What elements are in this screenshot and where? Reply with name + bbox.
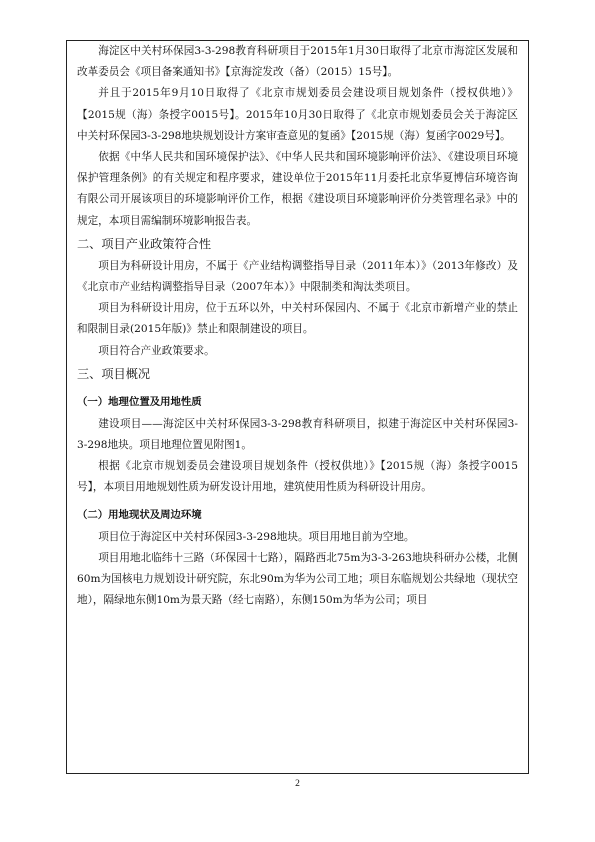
subsection-heading-surroundings: （二）用地现状及周边环境 bbox=[77, 508, 202, 521]
paragraph-surroundings-1: 项目位于海淀区中关村环保园3-3-298地块。项目用地目前为空地。 bbox=[98, 530, 415, 543]
paragraph-surroundings-2: 项目用地北临纬十三路（环保园十七路），隔路西北75m为3-3-263地块科研办公楼，北侧60m为国核电力规划设计研究院，东北90m为华为公司工地；项目东临规划公共绿地（现状空地），隔绿地东侧10m为景天路（经七南路），东侧150m为华为公司；项目 bbox=[77, 551, 518, 607]
paragraph-filing-notice: 海淀区中关村环保园3-3-298教育科研项目于2015年1月30日取得了北京市海淀区发展和改革委员会《项目备案通知书》【京海淀发改（备）（2015）15号】。 bbox=[77, 45, 518, 79]
paragraph-eia-basis: 依据《中华人民共和国环境保护法》、《中华人民共和国环境影响评价法》、《建设项目环境保护管理条例》的有关规定和程序要求，建设单位于2015年11月委托北京华夏博信环境咨询有限公司开展该项目的环境影响评价工作，根据《建设项目环境影响评价分类管理名录》中的规定，本项目需编制环境影响报告表。 bbox=[77, 151, 518, 227]
paragraph-policy-2: 项目为科研设计用房，位于五环以外，中关村环保园内、不属于《北京市新增产业的禁止和限制目录(2015年版)》禁止和限制建设的项目。 bbox=[77, 302, 518, 336]
paragraph-planning-conditions: 并且于2015年9月10日取得了《北京市规划委员会建设项目规划条件（授权供地）》【2015规（海）条授字0015号】。2015年10月30日取得了《北京市规划委员会关于海淀区中关村环保园3-3-298地块规划设计方案审查意见的复函》【2015规（海）复函字0029号】。 bbox=[77, 87, 518, 142]
document-frame bbox=[66, 40, 529, 774]
paragraph-location-1: 建设项目——海淀区中关村环保园3-3-298教育科研项目，拟建于海淀区中关村环保园3-3-298地块。项目地理位置见附图1。 bbox=[77, 417, 518, 452]
paragraph-policy-1: 项目为科研设计用房，不属于《产业结构调整指导目录（2011年本）》（2013年修改）及《北京市产业结构调整指导目录（2007年本）》中限制类和淘汰类项目。 bbox=[77, 259, 518, 294]
paragraph-policy-3: 项目符合产业政策要求。 bbox=[98, 344, 215, 357]
subsection-heading-location: （一）地理位置及用地性质 bbox=[77, 395, 202, 408]
section-heading-project-overview: 三、项目概况 bbox=[77, 366, 151, 381]
paragraph-location-2: 根据《北京市规划委员会建设项目规划条件（授权供地）》【2015规（海）条授字0015号】，本项目用地规划性质为研发设计用地，建筑使用性质为科研设计用房。 bbox=[77, 460, 518, 494]
document-body bbox=[67, 41, 528, 611]
section-heading-industry-policy: 二、项目产业政策符合性 bbox=[77, 236, 212, 251]
page-number: 2 bbox=[295, 779, 300, 789]
